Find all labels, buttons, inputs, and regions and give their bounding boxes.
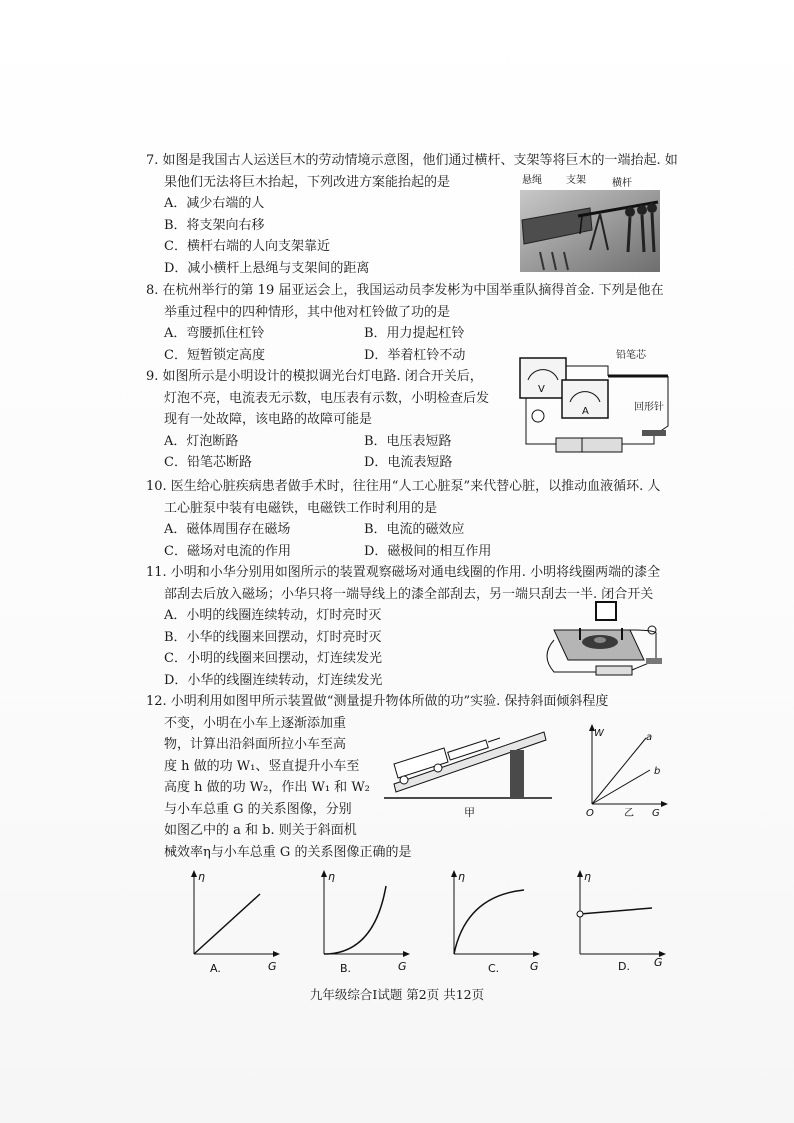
q9-voltmeter-label: V — [538, 384, 545, 395]
page-footer: 九年级综合Ⅰ试题 第2页 共12页 — [309, 987, 485, 1002]
q12-line-5: 与小车总重 G 的关系图像，分别 — [164, 801, 352, 817]
q11-stem-line2: 部刮去后放入磁场；小华只将一端导线上的漆全部刮去，另一端只刮去一半. 闭合开关 — [164, 586, 654, 602]
q10-stem-line1: 10. 医生给心脏疾病患者做手术时，往往用“人工心脏泵”来代替心脏，以推动血液循环. 人 — [146, 479, 661, 494]
q12-fig-yi-label: 乙 — [624, 808, 634, 818]
q7-stem-line2: 果他们无法将巨木抬起，下列改进方案能抬起的是 — [164, 174, 451, 190]
choice-c-y-label: η — [458, 870, 465, 883]
q11-stem-line1: 11. 小明和小华分别用如图所示的装置观察磁场对通电线圈的作用. 小明将线圈两端的漆全 — [146, 565, 661, 580]
q9-ammeter-label: A — [582, 406, 589, 417]
q9-option-d[interactable]: D．电流表短路 — [364, 455, 453, 470]
q12-line-3: 度 h 做的功 W₁、竖直提升小车至 — [164, 758, 360, 774]
q10-option-b[interactable]: B．电流的磁效应 — [364, 522, 465, 537]
choice-b-x-label: G — [398, 960, 407, 973]
q12-choice-a[interactable] — [184, 866, 284, 974]
q8-stem-line2: 举重过程中的四种情形，其中他对杠铃做了功的是 — [164, 304, 451, 320]
q7-stem-line1: 7. 如图是我国古人运送巨木的劳动情境示意图，他们通过横杆、支架等将巨木的一端抬起. 如 — [146, 153, 678, 168]
q12-line-6: 如图乙中的 a 和 b. 则关于斜面机 — [164, 823, 357, 838]
q7-figure — [520, 172, 660, 272]
q7-option-d[interactable]: D．减小横杆上悬绳与支架间的距离 — [164, 260, 370, 276]
q12-fig-jia-label: 甲 — [464, 806, 475, 819]
q8-option-a[interactable]: A．弯腰抓住杠铃 — [164, 326, 265, 341]
choice-c-x-label: G — [530, 960, 539, 973]
q10-option-c[interactable]: C．磁场对电流的作用 — [164, 543, 291, 559]
question-10 — [146, 476, 660, 562]
q7-label-support: 支架 — [566, 175, 586, 186]
q9-pencil-lead-label: 铅笔芯 — [616, 350, 646, 361]
q8-option-b[interactable]: B．用力提起杠铃 — [364, 326, 465, 341]
q10-stem-line2: 工心脏泵中装有电磁铁，电磁铁工作时利用的是 — [164, 500, 438, 516]
q7-option-c[interactable]: C．横杆右端的人向支架靠近 — [164, 239, 330, 254]
choice-b-y-label: η — [328, 870, 335, 883]
q12-graph-w-label: W — [594, 728, 604, 739]
q12-line-1: 不变，小明在小车上逐渐添加重 — [164, 715, 347, 731]
question-9 — [146, 366, 564, 474]
q12-choice-b[interactable] — [314, 866, 414, 974]
choice-b-label: B. — [340, 962, 352, 974]
choice-d-y-label: η — [584, 870, 591, 883]
q11-option-d[interactable]: D．小华的线圈连续转动，灯连续发光 — [164, 672, 383, 688]
q10-option-d[interactable]: D．磁极间的相互作用 — [364, 543, 492, 559]
choice-a-x-label: G — [268, 960, 277, 973]
q12-graph-a-label: a — [646, 732, 653, 743]
q9-option-a[interactable]: A．灯泡断路 — [164, 433, 239, 449]
choice-a-y-label: η — [198, 870, 205, 883]
q9-stem-line3: 现有一处故障，该电路的故障可能是 — [164, 412, 373, 427]
q12-choice-c[interactable] — [444, 866, 544, 974]
q12-graph-g-label: G — [652, 808, 660, 818]
q12-line-2: 物，计算出沿斜面所拉小车至高 — [164, 737, 347, 752]
choice-d-x-label: G — [654, 956, 663, 969]
q8-option-d[interactable]: D．举着杠铃不动 — [364, 347, 466, 363]
q12-graph-b-label: b — [654, 766, 661, 777]
q8-stem-line1: 8. 在杭州举行的第 19 届亚运会上，我国运动员李发彬为中国举重队摘得首金. 下列是他在 — [146, 283, 664, 298]
q12-line-4: 高度 h 做的功 W₂，作出 W₁ 和 W₂ — [164, 780, 370, 795]
q12-line-7: 械效率η与小车总重 G 的关系图像正确的是 — [164, 844, 412, 860]
q9-option-c[interactable]: C．铅笔芯断路 — [164, 455, 252, 470]
q9-option-b[interactable]: B．电压表短路 — [364, 433, 452, 449]
q12-incline-figure — [384, 724, 554, 820]
q12-wg-graph — [580, 722, 670, 818]
q7-label-rope: 悬绳 — [522, 175, 542, 186]
q11-motor-figure — [540, 600, 668, 678]
choice-a-label: A. — [210, 962, 221, 974]
q12-choice-d[interactable] — [570, 866, 670, 974]
q12-stem-line1: 12. 小明利用如图甲所示装置做“测量提升物体所做的功”实验. 保持斜面倾斜程度 — [146, 694, 609, 709]
choice-d-label: D. — [618, 960, 630, 973]
choice-c-label: C. — [488, 962, 500, 974]
q9-stem-line2: 灯泡不亮，电流表无示数，电压表有示数，小明检查后发 — [164, 390, 490, 406]
q9-circuit-figure — [516, 346, 676, 458]
q7-option-a[interactable]: A．减少右端的人 — [164, 196, 265, 211]
q8-option-c[interactable]: C．短暂锁定高度 — [164, 347, 265, 363]
q7-option-b[interactable]: B．将支架向右移 — [164, 217, 265, 233]
q11-option-c[interactable]: C．小明的线圈来回摆动，灯连续发光 — [164, 651, 382, 666]
q9-stem-line1: 9. 如图所示是小明设计的模拟调光台灯电路. 闭合开关后， — [146, 369, 483, 384]
q11-option-b[interactable]: B．小华的线圈来回摆动，灯时亮时灭 — [164, 629, 382, 645]
q11-option-a[interactable]: A．小明的线圈连续转动，灯时亮时灭 — [164, 608, 382, 623]
q12-graph-o-label: O — [586, 808, 594, 818]
q7-label-bar: 横杆 — [612, 178, 632, 189]
q10-option-a[interactable]: A．磁体周围存在磁场 — [164, 522, 291, 537]
q9-paperclip-label: 回形针 — [634, 402, 664, 413]
